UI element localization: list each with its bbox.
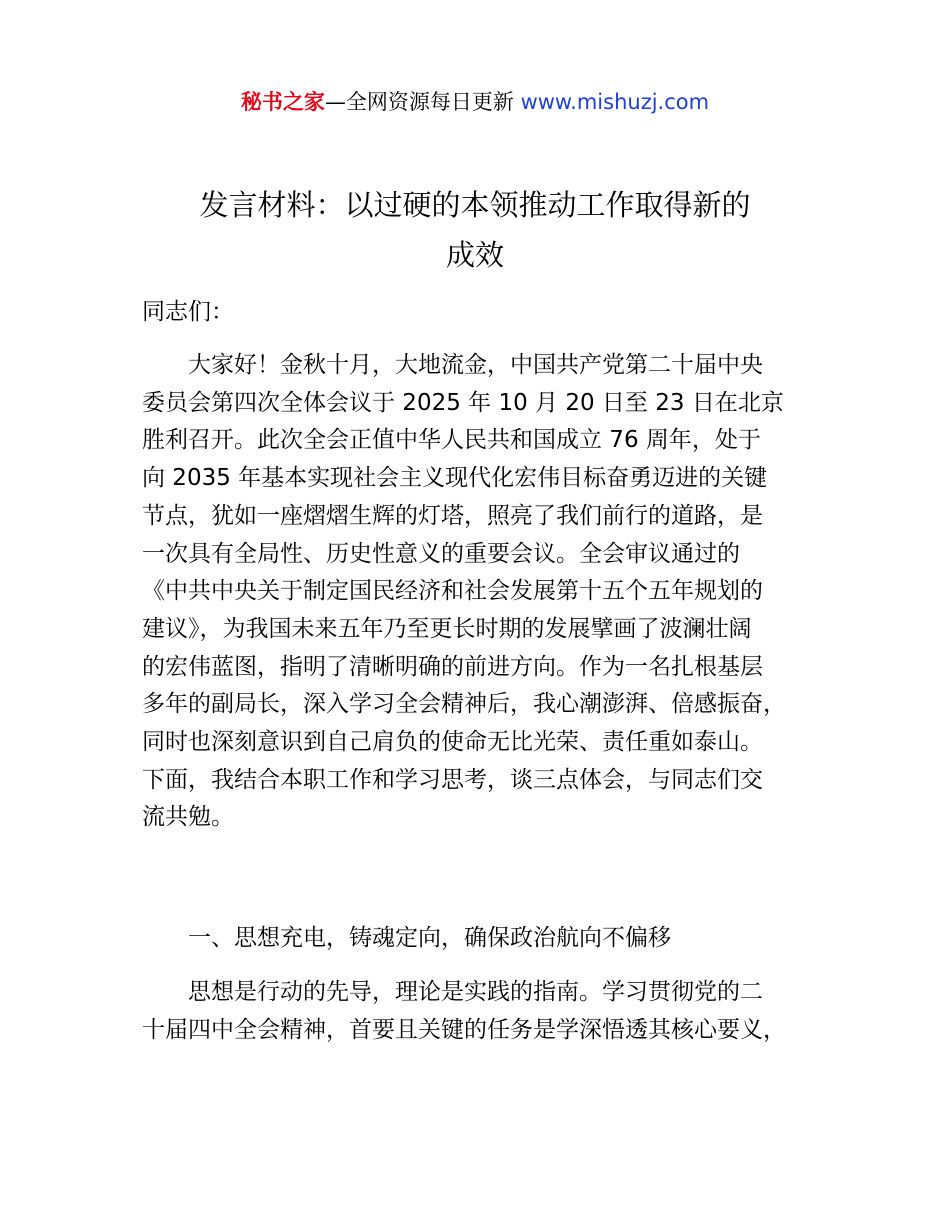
paragraph-line: 的宏伟蓝图，指明了清晰明确的前进方向。作为一名扎根基层 [142,653,763,680]
salutation: 同志们： [142,299,234,325]
document-title [120,180,830,280]
paragraph-2 [142,974,822,1049]
paragraph-line: 胜利召开。此次全会正值中华人民共和国成立 76 周年，处于 [142,427,761,454]
paragraph-line: 流共勉。 [142,804,234,831]
site-header [0,86,950,118]
brand-name: 秘书之家 [240,90,325,114]
section-heading-text: 一、思想充电，铸魂定向，确保政治航向不偏移 [188,925,671,951]
header-slogan: —全网资源每日更新 [324,90,514,114]
paragraph-line: 委员会第四次全体会议于 2025 年 10 月 20 日至 23 日在北京 [142,389,784,416]
paragraph-line: 思想是行动的先导，理论是实践的指南。学习贯彻党的二 [188,979,763,1005]
section-heading-1 [142,920,822,958]
paragraph-line: 《中共中央关于制定国民经济和社会发展第十五个五年规划的 [142,578,763,605]
paragraph-line: 下面，我结合本职工作和学习思考，谈三点体会，与同志们交 [142,766,763,793]
paragraph-line: 同时也深刻意识到自己肩负的使命无比光荣、责任重如泰山。 [142,729,763,756]
site-url[interactable]: www.mishuzj.com [520,90,710,114]
paragraph-line: 节点，犹如一座熠熠生辉的灯塔，照亮了我们前行的道路，是 [142,502,763,529]
paragraph-line: 一次具有全局性、历史性意义的重要会议。全会审议通过的 [142,540,740,567]
paragraph-line: 十届四中全会精神，首要且关键的任务是学深悟透其核心要义， [142,1016,786,1043]
paragraph-line: 向 2035 年基本实现社会主义现代化宏伟目标奋勇迈进的关键 [142,465,768,492]
paragraph-1 [142,347,822,837]
paragraph-line: 大家好！金秋十月，大地流金，中国共产党第二十届中央 [188,352,763,378]
title-line: 成效 [445,238,504,272]
title-line: 发言材料：以过硬的本领推动工作取得新的 [199,188,751,222]
paragraph-line: 建议》，为我国未来五年乃至更长时期的发展擘画了波澜壮阔 [142,615,752,642]
paragraph-line: 多年的副局长，深入学习全会精神后，我心潮澎湃、倍感振奋， [142,691,786,718]
